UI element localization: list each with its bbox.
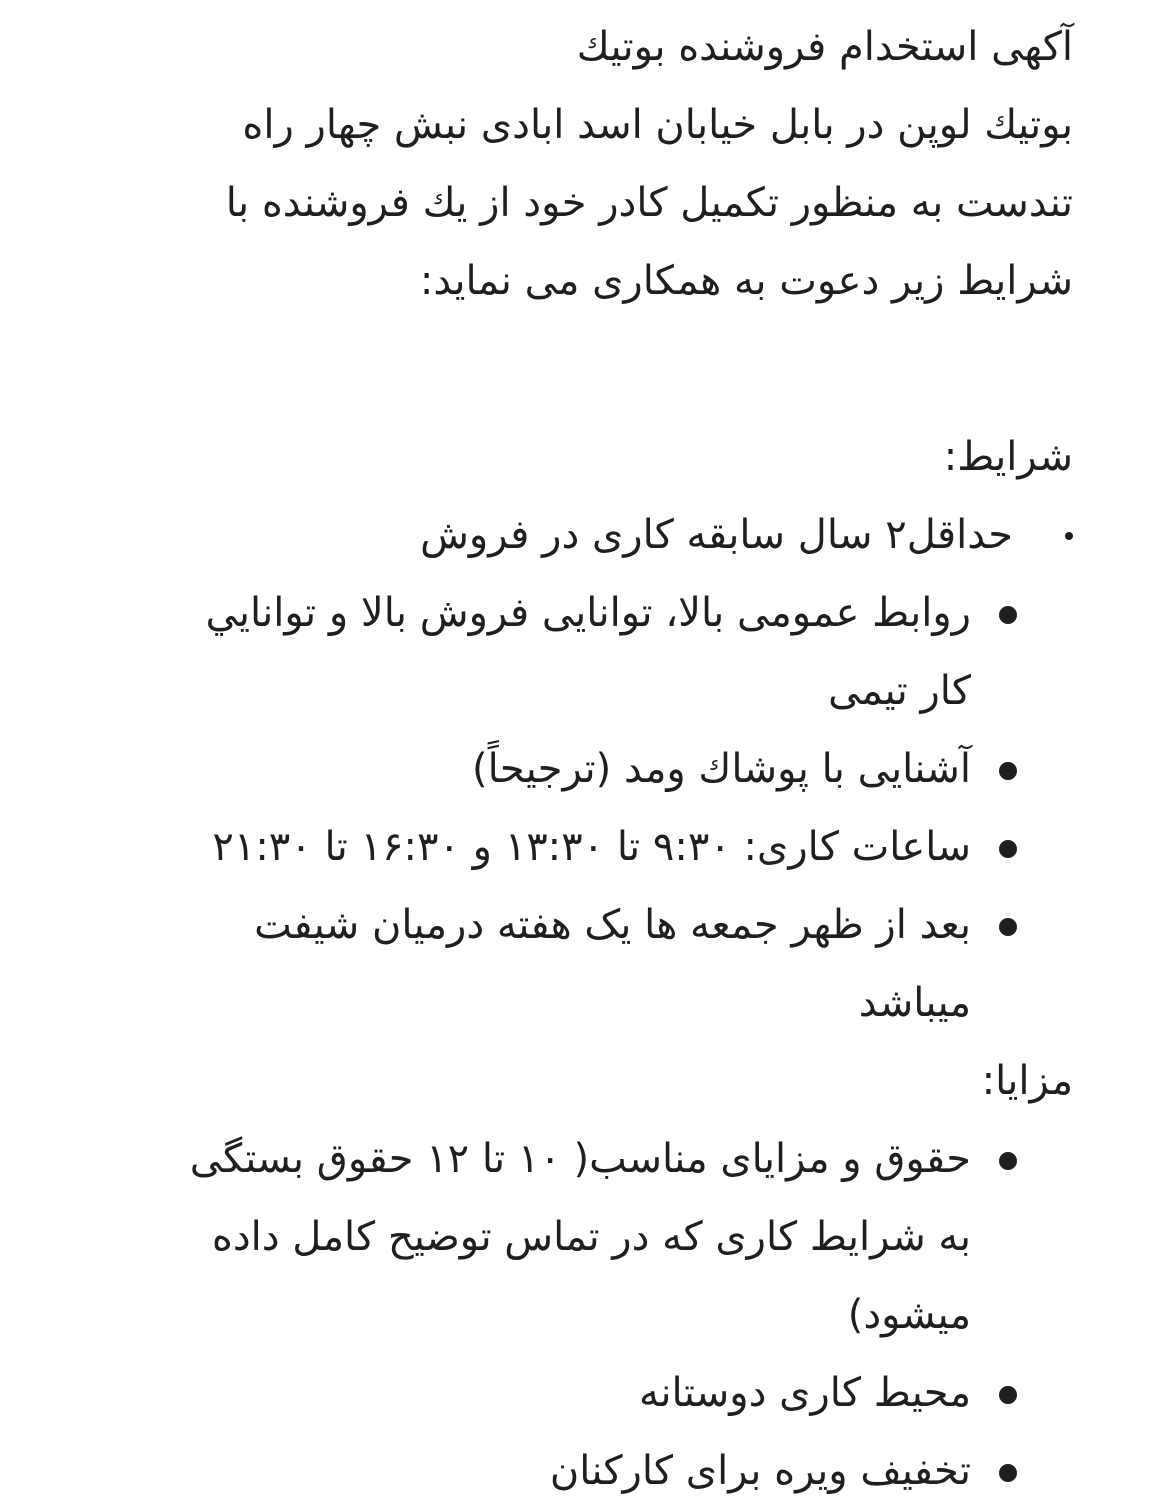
- list-item-line: تخفیف ویره برای کارکنان: [549, 1448, 971, 1494]
- benefits-list: [60, 1120, 1073, 1510]
- list-item-line: میشود): [847, 1292, 971, 1338]
- bullet-icon: [999, 606, 1017, 624]
- list-item-line: بعد از ظهر جمعه ها یک هفته درمیان شیفت: [254, 902, 971, 948]
- list-item: [60, 886, 1073, 1042]
- intro-line: آکهی استخدام فروشنده بوتیك: [576, 24, 1073, 70]
- list-item-line: به شرایط کاری که در تماس توضیح کامل داده: [211, 1214, 971, 1260]
- list-item: [60, 496, 1073, 574]
- spacer: [60, 320, 1073, 418]
- list-item-line: کار تیمی: [828, 668, 971, 714]
- list-item-text: حداقل۲ سال سابقه کاری در فروش: [420, 512, 1013, 558]
- list-item: [60, 730, 1073, 808]
- list-item-line: ساعات کاری: ۹:۳۰ تا ۱۳:۳۰ و ۱۶:۳۰ تا ۲۱:۳۰: [212, 824, 971, 870]
- list-item: [60, 574, 1073, 730]
- bullet-icon: [999, 918, 1017, 936]
- list-item-line: آشنایی با پوشاك ومد (ترجیحاً): [472, 746, 971, 792]
- list-item: [60, 1120, 1073, 1354]
- bullet-icon: [999, 1464, 1017, 1482]
- list-item: [60, 808, 1073, 886]
- bullet-icon: [1065, 532, 1073, 540]
- bullet-icon: [999, 1386, 1017, 1404]
- list-item-line: حقوق و مزایای مناسب( ۱۰ تا ۱۲ حقوق بستگی: [189, 1136, 971, 1182]
- intro-line: بوتیك لوپن در بابل خیابان اسد ابادی نبش چهار راه: [242, 102, 1073, 148]
- bullet-icon: [999, 1152, 1017, 1170]
- conditions-heading: شرایط:: [943, 434, 1073, 480]
- list-item-line: روابط عمومی بالا، توانایی فروش بالا و توانايي: [205, 590, 971, 636]
- intro-line: شرایط زیر دعوت به همکاری می نماید:: [419, 258, 1073, 304]
- conditions-first-list: [60, 496, 1073, 574]
- list-item-line: محیط کاری دوستانه: [638, 1370, 971, 1416]
- list-item: [60, 1432, 1073, 1510]
- list-item: [60, 1354, 1073, 1432]
- bullet-icon: [999, 840, 1017, 858]
- intro-paragraph: [60, 8, 1073, 320]
- list-item-line: میباشد: [858, 980, 971, 1026]
- job-ad-document: [0, 8, 1151, 1508]
- bullet-icon: [999, 762, 1017, 780]
- conditions-list: [60, 574, 1073, 1042]
- intro-line: تندست به منظور تکمیل کادر خود از یك فروشنده با: [225, 180, 1073, 226]
- benefits-heading: مزایا:: [981, 1058, 1073, 1104]
